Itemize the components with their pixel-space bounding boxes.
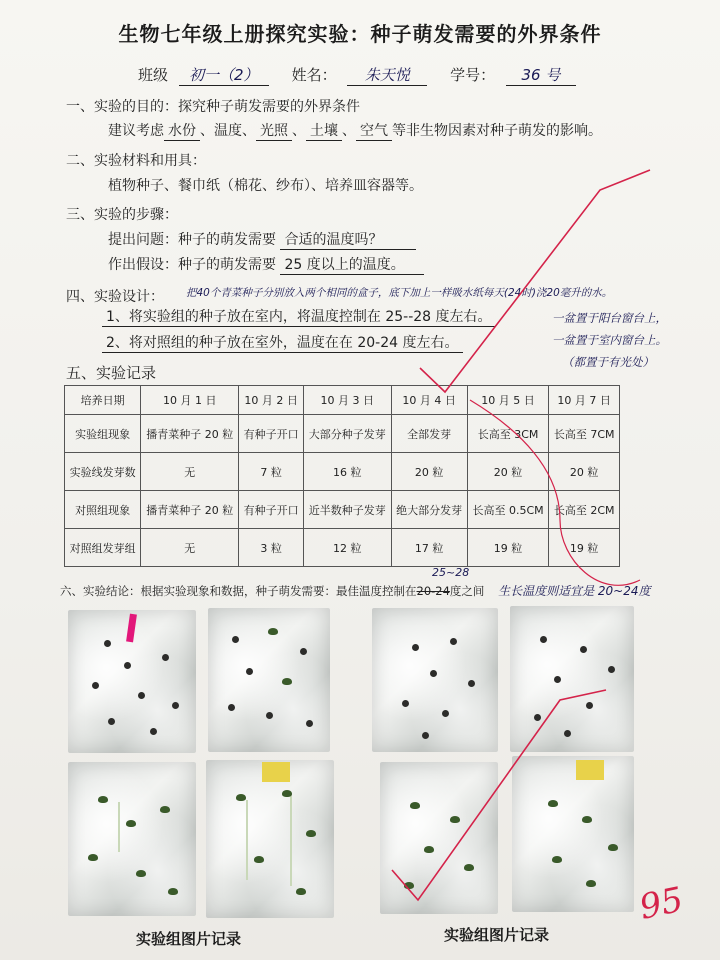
- section-2-text: 植物种子、餐巾纸（棉花、纱布）、培养皿容器等。: [108, 178, 423, 194]
- design-handwritten-note: 把40个青菜种子分别放入两个相同的盒子，底下加上一样吸水纸每天(24时)浇20毫升的水。: [186, 287, 613, 299]
- table-cell: 长高至 0.5CM: [467, 491, 549, 529]
- page-title: 生物七年级上册探究实验：种子萌发需要的外界条件: [118, 22, 602, 46]
- separator: 、: [342, 123, 356, 139]
- table-cell: 绝大部分发芽: [391, 491, 467, 529]
- table-cell: 无: [141, 529, 239, 567]
- photo-caption-left: 实验组图片记录: [136, 930, 242, 948]
- factors-prefix: 建议考虑: [108, 123, 164, 139]
- table-cell: 播青菜种子 20 粒: [141, 415, 239, 453]
- factor-soil: 土壤: [306, 123, 342, 141]
- factors-suffix: 等非生物因素对种子萌发的影响。: [392, 123, 602, 139]
- section-3-heading: 三、实验的步骤：: [66, 207, 178, 223]
- class-label: 班级: [138, 66, 169, 84]
- question-prefix: 提出问题：种子的萌发需要: [108, 232, 276, 248]
- id-value: 36 号: [506, 64, 576, 86]
- factor-water: 水份: [164, 123, 200, 141]
- hypothesis-answer: 25 度以上的温度。: [280, 257, 424, 275]
- table-cell: 17 粒: [391, 529, 467, 567]
- table-cell: 近半数种子发芽: [303, 491, 391, 529]
- column-header: 10 月 3 日: [303, 386, 391, 415]
- table-cell: 20 粒: [467, 453, 549, 491]
- column-header: 10 月 4 日: [391, 386, 467, 415]
- table-cell: 16 粒: [303, 453, 391, 491]
- check-mark-stroke: [470, 400, 640, 585]
- table-cell: 19 粒: [467, 529, 549, 567]
- column-header: 10 月 5 日: [467, 386, 549, 415]
- check-mark-upper: [420, 170, 650, 392]
- conclusion-correction: 25~28: [432, 566, 470, 579]
- table-cell: 无: [141, 453, 239, 491]
- section-5-heading: 五、实验记录: [66, 364, 157, 382]
- separator: 、: [200, 123, 214, 139]
- name-label: 姓名：: [291, 66, 337, 84]
- table-cell: 有种子开口: [239, 415, 304, 453]
- factor-temperature: 温度: [214, 123, 242, 139]
- conclusion-struck-value: 20-24: [416, 584, 450, 598]
- question-answer: 合适的温度吗？: [280, 232, 416, 250]
- section-2-heading: 二、实验材料和用具：: [66, 153, 206, 169]
- design-step-1-text: 1、将实验组的种子放在室内，将温度控制在 25--28 度左右。: [102, 309, 496, 327]
- class-value: 初一（2）: [179, 64, 269, 86]
- table-cell: 20 粒: [549, 453, 620, 491]
- photo-caption-right: 实验组图片记录: [444, 926, 550, 944]
- table-cell: 20 粒: [391, 453, 467, 491]
- design-note-3: （都置于有光处）: [562, 355, 654, 369]
- separator: 、: [292, 123, 306, 139]
- table-cell: 全部发芽: [391, 415, 467, 453]
- design-note-1: 一盆置于阳台窗台上，: [552, 311, 667, 325]
- table-cell: 有种子开口: [239, 491, 304, 529]
- table-cell: 对照组现象: [65, 491, 141, 529]
- grade-score: 95: [636, 879, 687, 928]
- hypothesis-prefix: 作出假设：种子的萌发需要: [108, 257, 276, 273]
- table-cell: 长高至 3CM: [467, 415, 549, 453]
- table-cell: 7 粒: [239, 453, 304, 491]
- conclusion-text: 六、实验结论：根据实验现象和数据，种子萌发需要：最佳温度控制在: [60, 584, 417, 598]
- table-cell: 播青菜种子 20 粒: [141, 491, 239, 529]
- table-cell: 12 粒: [303, 529, 391, 567]
- table-cell: 对照组发芽组: [65, 529, 141, 567]
- check-mark-lower: [392, 690, 606, 900]
- conclusion-handwritten: 生长温度则适宜是 20~24度: [498, 584, 651, 598]
- id-label: 学号：: [450, 66, 496, 84]
- column-header: 10 月 7 日: [549, 386, 620, 415]
- section-1-heading: 一、实验的目的：探究种子萌发需要的外界条件: [66, 99, 360, 115]
- table-cell: 实验组现象: [65, 415, 141, 453]
- column-header: 培养日期: [65, 386, 141, 415]
- table-cell: 3 粒: [239, 529, 304, 567]
- design-note-2: 一盆置于室内窗台上。: [552, 333, 667, 347]
- separator: 、: [242, 123, 256, 139]
- conclusion-suffix: 度之间: [449, 584, 485, 598]
- design-step-2-text: 2、将对照组的种子放在室外，温度在在 20-24 度左右。: [102, 335, 463, 353]
- section-4-heading: 四、实验设计：: [66, 289, 164, 305]
- factor-light: 光照: [256, 123, 292, 141]
- table-cell: 大部分种子发芽: [303, 415, 391, 453]
- column-header: 10 月 2 日: [239, 386, 304, 415]
- name-value: 朱天悦: [347, 64, 427, 86]
- table-cell: 长高至 7CM: [549, 415, 620, 453]
- column-header: 10 月 1 日: [141, 386, 239, 415]
- table-cell: 实验线发芽数: [65, 453, 141, 491]
- factor-air: 空气: [356, 123, 392, 141]
- table-cell: 19 粒: [549, 529, 620, 567]
- table-cell: 长高至 2CM: [549, 491, 620, 529]
